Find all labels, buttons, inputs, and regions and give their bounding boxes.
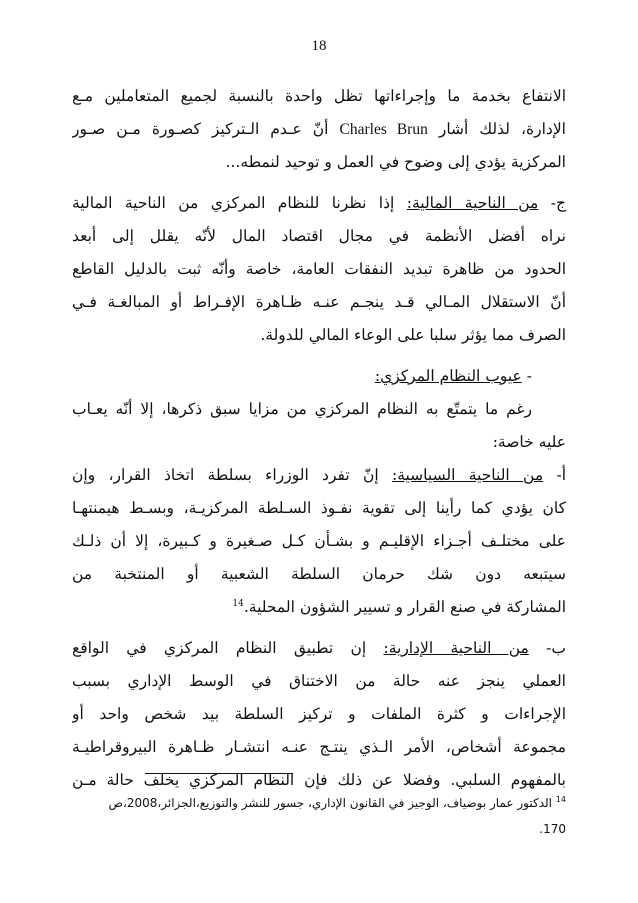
p3-line-1-rest: إنّ تفرد الوزراء بسلطة اتخاذ القرار، وإن [72,466,379,484]
footnote-reference[interactable]: 14 [232,598,244,609]
p3-prefix: أ- [556,466,566,484]
p4-line-1 [72,632,566,665]
p1-line-3: المركزية يؤدي إلى وضوح في العمل و توحيد لنمطه... [225,153,566,171]
section-heading-line [72,360,566,393]
p2-prefix: ج- [550,194,566,212]
section-bullet: - [526,367,532,385]
sec-line-1: رغم ما يتمتّع به النظام المركزي من مزايا سبق ذكرها، إلا أنّه يعـاب [72,400,532,418]
footnote-line-2: 170. [539,822,566,836]
p4-line-4: مجموعة أشخاص، الأمر الـذي ينتـج عنـه انتشـار ظـاهرة البيروقراطيـة [72,738,566,756]
sec-line-2: عليه خاصة: [492,433,566,451]
author-name: Charles Brun [339,121,428,138]
p1-line-2 [72,113,566,146]
p4-line-1-rest: إن تطبيق النظام المركزي في الواقع [72,639,367,657]
section-heading: عيوب النظام المركزي: [374,367,522,385]
p3-line-1 [72,459,566,492]
p2-line-5: الصرف مما يؤثر سلبا على الوعاء المالي للدولة. [260,326,566,344]
footnote-number: 14 [555,795,566,804]
p1-line-2-a: الإدارة، لذلك أشار [438,120,566,138]
p2-line-3: الحدود من ظاهرة تبديد النفقات العامة، خاصة وأنّه ثبت بالدليل القاطع [72,260,566,278]
document-body [72,80,566,797]
p3-line-5 [72,591,566,624]
p2-line-1 [72,187,566,220]
p4-line-5: بالمفهوم السلبي. وفضلا عن ذلك فإن النظام المركزي يخلف حالة مـن [72,771,566,789]
p1-line-2-b: أنّ عـدم الـتركيز كصـورة مـن صـور [72,120,329,138]
administrative-heading: من الناحية الإدارية: [383,639,529,657]
footnote [72,790,566,842]
p3-line-4: سيتبعه دون شك حرمان السلطة الشعبية أو المنتخبة من [72,565,566,583]
financial-heading: من الناحية المالية: [406,194,539,212]
p3-line-2: كان يؤدي كما رأينا إلى تقوية نفـوذ السـلطة المركزيـة، وبسـط هيمنتهـا [72,499,566,517]
footnote-separator [145,773,293,774]
p2-line-1-rest: إذا نظرنا للنظام المركزي من الناحية المالية [72,194,395,212]
p4-prefix: ب- [546,639,566,657]
footnote-text: الدكتور عمار بوضياف، الوجيز في القانون الإداري، جسور للنشر والتوزيع،الجزائر،2008،ص [108,796,552,810]
footnote-line-1 [72,790,566,816]
p2-line-2: نراه أفضل الأنظمة في مجال اقتصاد المال لأنّه يقلل إلى أبعد [72,227,566,245]
p3-line-3: على مختلـف أجـزاء الإقليـم و بشـأن كـل صـغيرة و كـبيرة، إلا أن ذلـك [72,532,566,550]
p4-line-3: الإجراءات و كثرة الملفات و تركيز السلطة بيد شخص واحد أو [72,705,566,723]
p4-line-2: العملي ينجز عنه حالة من الاختناق في الوسط الإداري بسبب [72,672,566,690]
p2-line-4: أنّ الاستقلال المـالي قـد ينجـم عنـه ظـاهرة الإفـراط أو المبالغـة فـي [72,293,566,311]
page-number: 18 [311,38,327,54]
p1-line-1: الانتفاع بخدمة ما وإجراءاتها تظل واحدة بالنسبة لجميع المتعاملين مـع [72,87,566,105]
political-heading: من الناحية السياسية: [391,466,544,484]
p3-line-5-text: المشاركة في صنع القرار و تسيير الشؤون المحلية. [243,598,566,616]
